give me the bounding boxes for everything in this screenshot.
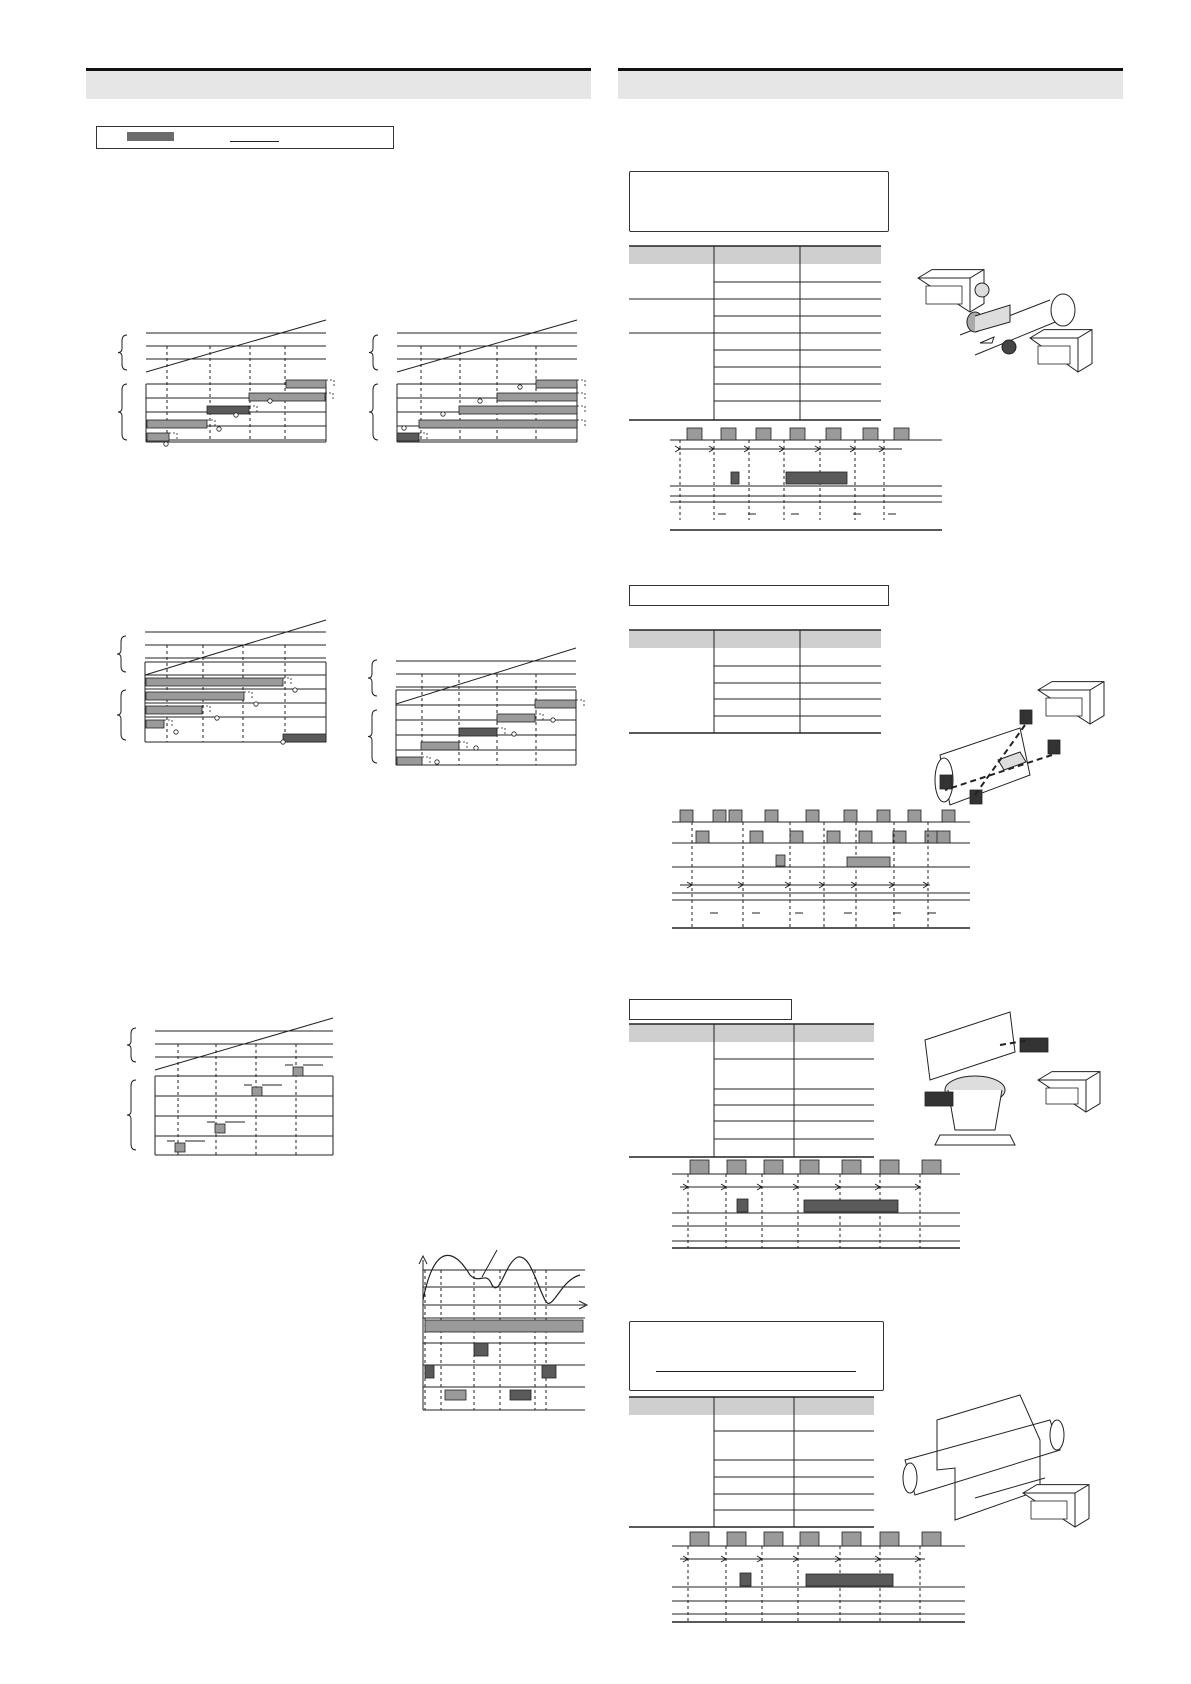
input-pulse: [877, 810, 890, 822]
pulse-timing-1: [670, 428, 942, 530]
belt-roller: [903, 1463, 917, 1493]
hysteresis-bar: [215, 1124, 225, 1133]
input-pulse: [727, 1532, 746, 1546]
timing-diagram-A: [118, 320, 334, 446]
input-pulse: [729, 810, 742, 822]
input-pulse: [690, 1532, 709, 1546]
brace: [369, 335, 378, 370]
node: [268, 399, 272, 403]
output-bar: [445, 1390, 466, 1400]
line: [145, 620, 326, 675]
photo-sensor: [1048, 740, 1060, 754]
roller-body: [975, 305, 1010, 332]
output-bar: [459, 728, 497, 736]
output-pulse: [737, 1199, 748, 1212]
brace: [127, 1028, 136, 1062]
input-pulse: [827, 831, 840, 843]
delay-step: [459, 742, 467, 750]
output-bar: [535, 700, 576, 708]
input-pulse: [764, 1532, 783, 1546]
input-pulse: [937, 831, 950, 843]
device-face: [926, 286, 962, 304]
brace: [368, 660, 377, 696]
timing-diagram-C: [117, 620, 326, 744]
node: [281, 740, 285, 744]
input-pulse: [790, 428, 805, 440]
output-bar: [425, 1320, 583, 1332]
output-bar: [510, 1390, 531, 1400]
node: [293, 688, 297, 692]
output-bar: [542, 1365, 556, 1378]
output-bar: [497, 393, 577, 401]
input-pulse: [696, 831, 709, 843]
delay-step: [577, 380, 585, 388]
node: [478, 399, 482, 403]
waveform-diagram-F: [419, 1250, 587, 1410]
line: [396, 648, 576, 704]
output-bar: [207, 406, 249, 414]
node: [474, 746, 478, 750]
table-header-row: [629, 246, 881, 264]
input-pulse: [790, 831, 803, 843]
input-pulse: [893, 831, 906, 843]
delay-step: [244, 692, 252, 700]
node: [234, 413, 238, 417]
input-pulse: [800, 1160, 819, 1174]
input-pulse: [894, 428, 909, 440]
timing-diagram-E: [127, 1018, 333, 1155]
delay-step: [326, 380, 334, 388]
output-bar: [146, 720, 164, 728]
input-pulse: [942, 810, 955, 822]
table-header-row: [629, 630, 881, 648]
input-pulse: [842, 1532, 861, 1546]
input-pulse: [880, 1160, 899, 1174]
delay-step: [164, 720, 172, 728]
delay-step: [577, 420, 585, 428]
input-pulse: [690, 1160, 709, 1174]
input-pulse: [800, 1532, 819, 1546]
input-pulse: [687, 428, 702, 440]
bowl-base: [935, 1135, 1015, 1145]
output-bar: [459, 406, 577, 414]
node: [551, 718, 555, 722]
device-face: [1046, 1088, 1078, 1104]
device-face: [1031, 1501, 1067, 1519]
bowl-body: [948, 1090, 1002, 1130]
output-pulse: [806, 1574, 893, 1586]
input-pulse: [863, 428, 878, 440]
input-pulse: [806, 810, 819, 822]
output-bar: [283, 734, 326, 742]
hysteresis-bar: [252, 1087, 262, 1096]
timing-diagram-D: [368, 648, 584, 765]
sensor-head: [975, 283, 989, 297]
line: [482, 1250, 497, 1277]
pulse-timing-4: [672, 1532, 965, 1622]
output-bar: [536, 380, 577, 388]
delay-step: [207, 420, 215, 428]
output-bar: [147, 420, 207, 428]
signal-wave: [423, 1255, 580, 1303]
node: [435, 760, 439, 764]
input-pulse: [859, 831, 872, 843]
brace: [368, 710, 377, 763]
output-pulse: [786, 472, 847, 484]
delay-step: [422, 757, 430, 765]
table-header-row: [629, 1024, 874, 1042]
photo-sensor: [940, 775, 952, 789]
input-pulse: [721, 428, 736, 440]
pulse-timing-2: [672, 810, 970, 928]
photo-sensor: [1020, 710, 1032, 724]
brace: [118, 384, 127, 440]
input-pulse: [925, 831, 938, 843]
output-bar: [419, 420, 577, 428]
input-pulse: [727, 1160, 746, 1174]
output-bar: [397, 757, 422, 765]
conveyor: [940, 728, 1030, 805]
spec-table-4: [629, 1397, 874, 1527]
output-pulse: [740, 1573, 751, 1586]
input-pulse: [842, 1160, 861, 1174]
brace: [117, 690, 126, 740]
node: [402, 426, 406, 430]
pulse-timing-3: [672, 1160, 960, 1248]
brace: [118, 335, 127, 370]
node: [254, 702, 258, 706]
photo-sensor: [925, 1092, 953, 1106]
output-bar: [146, 706, 202, 714]
brace: [117, 636, 126, 672]
output-bar: [421, 742, 459, 750]
parts-feeder-icon: [925, 1012, 1100, 1145]
node: [518, 385, 522, 389]
output-pulse: [847, 857, 890, 867]
tunnel-conveyor-icon: [903, 1395, 1089, 1527]
delay-step: [577, 393, 585, 401]
output-bar: [146, 692, 244, 700]
delay-step: [576, 700, 584, 708]
arrow: [980, 337, 994, 343]
brace: [369, 384, 378, 440]
node: [174, 730, 178, 734]
table-header-row: [629, 1397, 874, 1415]
input-pulse: [765, 810, 778, 822]
output-bar: [474, 1343, 488, 1356]
conveyor-sensors-icon: [935, 682, 1104, 805]
output-bar: [146, 678, 283, 686]
node: [215, 716, 219, 720]
roller-end: [1051, 294, 1075, 326]
spec-table-2: [629, 630, 881, 733]
hysteresis-bar: [175, 1143, 185, 1152]
output-bar: [425, 1365, 434, 1378]
input-pulse: [922, 1532, 941, 1546]
input-pulse: [750, 831, 763, 843]
timing-diagram-B: [369, 320, 585, 442]
spec-table-1: [629, 246, 881, 420]
spec-table-3: [629, 1024, 874, 1157]
node: [164, 442, 168, 446]
output-bar: [286, 380, 326, 388]
output-pulse: [731, 472, 739, 484]
input-pulse: [826, 428, 841, 440]
output-bar: [249, 393, 325, 401]
output-bar: [147, 433, 169, 441]
delay-step: [577, 406, 585, 414]
input-pulse: [908, 810, 921, 822]
feeder-track: [925, 1012, 1015, 1080]
input-pulse: [713, 810, 726, 822]
input-pulse: [764, 1160, 783, 1174]
input-pulse: [756, 428, 771, 440]
input-pulse: [844, 810, 857, 822]
output-pulse: [804, 1200, 898, 1212]
roller-sensor-icon: [918, 270, 1092, 372]
sensor-head: [1002, 340, 1016, 354]
output-bar: [397, 433, 419, 441]
input-pulse: [880, 1532, 899, 1546]
device-face: [1038, 346, 1070, 364]
delay-step: [283, 678, 291, 686]
output-bar: [497, 714, 535, 722]
output-pulse: [776, 855, 785, 866]
device-face: [1046, 698, 1082, 716]
input-pulse: [680, 810, 693, 822]
brace: [127, 1080, 136, 1150]
input-pulse: [922, 1160, 941, 1174]
arrow-head: [675, 446, 680, 452]
belt-roller: [1050, 1420, 1064, 1450]
node: [217, 427, 221, 431]
node: [441, 412, 445, 416]
hysteresis-bar: [293, 1067, 303, 1076]
node: [512, 732, 516, 736]
